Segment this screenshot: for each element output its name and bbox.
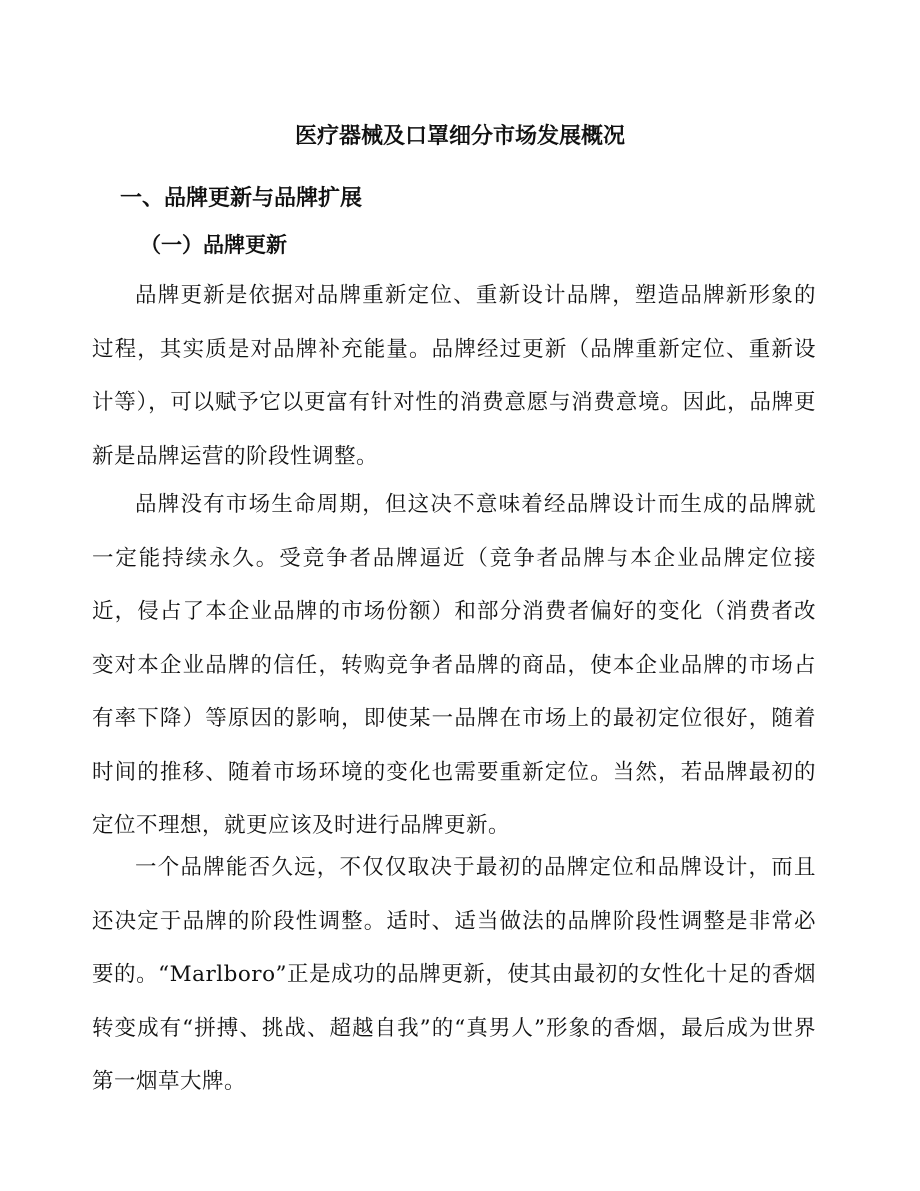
paragraph-2: 品牌没有市场生命周期，但这决不意味着经品牌设计而生成的品牌就一定能持续永久。受竞争者品牌逼近（竞争者品牌与本企业品牌定位接近，侵占了本企业品牌的市场份额）和部分消费者偏好的变化（消费者改变对本企业品牌的信任，转购竞争者品牌的商品，使本企业品牌的市场占有率下降）等原因的影响，即使某一品牌在市场上的最初定位很好，随着时间的推移、随着市场环境的变化也需要重新定位。当然，若品牌最初的定位不理想，就更应该及时进行品牌更新。 bbox=[92, 492, 816, 838]
section-heading: 一、品牌更新与品牌扩展 bbox=[120, 185, 363, 211]
subsection-heading: （一）品牌更新 bbox=[140, 232, 287, 257]
paragraph-3: 一个品牌能否久远，不仅仅取决于最初的品牌定位和品牌设计，而且还决定于品牌的阶段性调整。适时、适当做法的品牌阶段性调整是非常必要的。“Marlboro”正是成功的品牌更新，使其由最初的女性化十足的香烟转变成有“拼搏、挑战、超越自我”的“真男人”形象的香烟，最后成为世界第一烟草大牌。 bbox=[92, 855, 816, 1094]
document-title: 医疗器械及口罩细分市场发展概况 bbox=[294, 123, 625, 149]
paragraph-1: 品牌更新是依据对品牌重新定位、重新设计品牌，塑造品牌新形象的过程，其实质是对品牌补充能量。品牌经过更新（品牌重新定位、重新设计等），可以赋予它以更富有针对性的消费意愿与消费意境。因此，品牌更新是品牌运营的阶段性调整。 bbox=[92, 283, 816, 469]
